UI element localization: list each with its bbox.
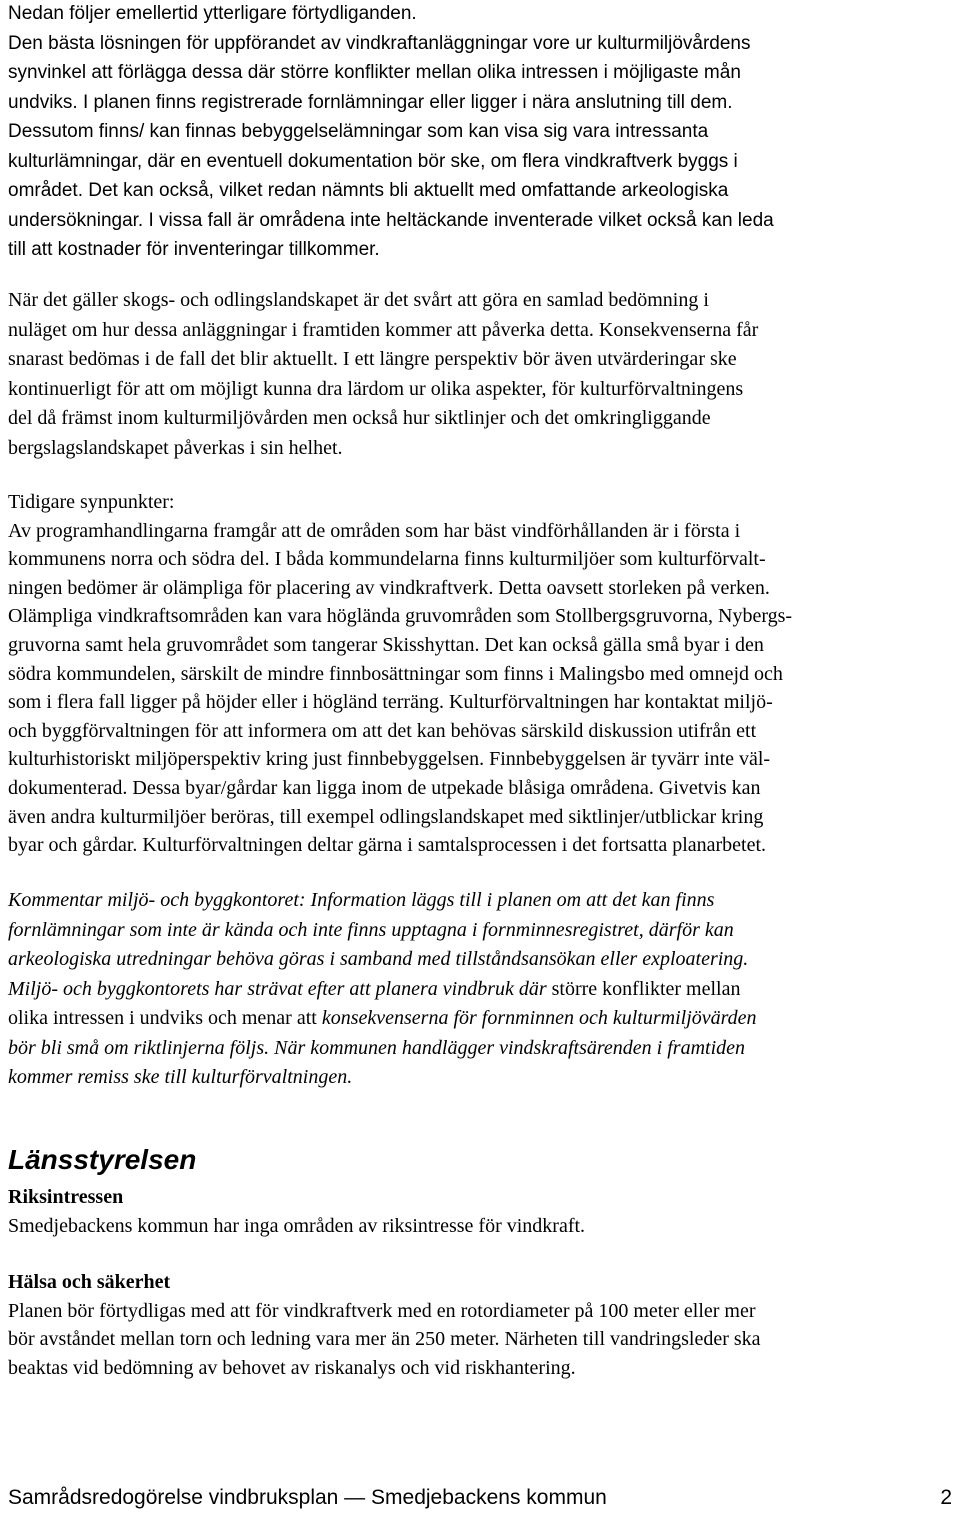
text-line: till att kostnader för inventeringar tillkommer. — [8, 239, 380, 260]
text-line: området. Det kan också, vilket redan nämnts bli aktuellt med omfattande arkeologiska — [8, 180, 729, 201]
text-line: ningen bedömer är olämpliga för placering av vindkraftverk. Detta oavsett storleken på verken. — [8, 576, 770, 599]
subsection-heading: Hälsa och säkerhet — [8, 1271, 171, 1293]
text-run-italic: konsekvenserna för fornminnen och kulturmiljövärden — [321, 1007, 757, 1029]
text-line: gruvorna samt hela gruvområdet som tangerar Skisshyttan. Det kan också gälla små byar i den — [8, 633, 764, 656]
text-line: snarast bedömas i de fall det blir aktuellt. I ett längre perspektiv bör även utvärderingar ske — [8, 348, 737, 370]
subsection-halsa-sakerhet — [8, 1268, 952, 1382]
text-line: Smedjebackens kommun har inga områden av riksintresse för vindkraft. — [8, 1214, 586, 1237]
text-line: synvinkel att förlägga dessa där större konflikter mellan olika intressen i möjligaste mån — [8, 62, 741, 83]
text-line: fornlämningar som inte är kända och inte finns upptagna i fornminnesregistret, därför kan — [8, 918, 734, 941]
page-number: 2 — [940, 1486, 952, 1509]
text-line: kontinuerligt för att om möjligt kunna dra lärdom ur olika aspekter, för kulturförvaltningens — [8, 377, 744, 400]
section-lansstyrelsen — [8, 1143, 952, 1177]
section-heading: Länsstyrelsen — [8, 1144, 197, 1175]
footer-title: Samrådsredogörelse vindbruksplan — Smedjebackens kommun — [8, 1486, 607, 1509]
text-run-italic: Miljö- och byggkontorets har strävat efter att planera vindbruk där — [8, 977, 552, 1000]
subsection-heading: Riksintressen — [8, 1186, 124, 1208]
text-line: beaktas vid bedömning av behovet av riskanalys och vid riskhantering. — [8, 1356, 576, 1379]
text-line: även andra kulturmiljöer beröras, till exempel odlingslandskapet med siktlinjer/utblickar kring — [8, 805, 764, 828]
subsection-riksintressen — [8, 1183, 952, 1240]
text-line: bör bli små om riktlinjerna följs. När kommunen handlägger vindskraftsärenden i framtiden — [8, 1036, 746, 1059]
section-tidigare-synpunkter — [8, 488, 952, 860]
text-line: Kommentar miljö- och byggkontoret: Information läggs till i planen om att det kan finns — [8, 889, 715, 911]
page-footer — [8, 1484, 952, 1512]
text-line: Olämpliga vindkraftsområden kan vara höglända gruvområden som Stollbergsgruvorna, Nybergs- — [8, 605, 793, 628]
text-line: bergslagslandskapet påverkas i sin helhet. — [8, 436, 343, 459]
text-line: del då främst inom kulturmiljövården men också hur siktlinjer och det omkringliggande — [8, 407, 711, 429]
text-line: kulturlämningar, där en eventuell dokumentation bör ske, om flera vindkraftverk byggs i — [8, 150, 738, 172]
text-line: bör avståndet mellan torn och ledning vara mer än 250 meter. Närheten till vandringsleder ska — [8, 1328, 761, 1351]
text-line: Den bästa lösningen för uppförandet av vindkraftanläggningar vore ur kulturmiljövårdens — [8, 32, 751, 54]
text-line: Planen bör förtydligas med att för vindkraftverk med en rotordiameter på 100 meter eller mer — [8, 1299, 756, 1322]
text-line: byar och gårdar. Kulturförvaltningen deltar gärna i samtalsprocessen i det fortsatta planarbetet. — [8, 834, 767, 857]
text-line: kommer remiss ske till kulturförvaltningen. — [8, 1066, 353, 1088]
text-line: Nedan följer emellertid ytterligare förtydliganden. — [8, 3, 417, 24]
text-line: När det gäller skogs- och odlingslandskapet är det svårt att göra en samlad bedömning i — [8, 289, 709, 311]
text-line — [8, 1004, 952, 1034]
text-line: Dessutom finns/ kan finnas bebyggelselämningar som kan visa sig vara intressanta — [8, 121, 709, 142]
text-run-upright: större konflikter mellan — [551, 977, 741, 1000]
text-line: och byggförvaltningen för att informera om att det kan behövas särskild diskussion utifrån ett — [8, 719, 757, 742]
paragraph-kulturmiljo — [8, 0, 952, 265]
text-line: som i flera fall ligger på höjder eller i högländ terräng. Kulturförvaltningen har kontaktat miljö- — [8, 691, 773, 714]
text-line: Av programhandlingarna framgår att de områden som har bäst vindförhållanden är i första i — [8, 519, 741, 542]
text-line: undersökningar. I vissa fall är områdena inte heltäckande inventerade vilket också kan leda — [8, 209, 774, 231]
text-line: södra kommundelen, särskilt de mindre finnbosättningar som finns i Malingsbo med omnejd och — [8, 662, 783, 685]
section-heading: Tidigare synpunkter: — [8, 491, 175, 513]
text-line: nuläget om hur dessa anläggningar i framtiden kommer att påverka detta. Konsekvenserna får — [8, 318, 759, 341]
paragraph-landskap — [8, 286, 952, 463]
text-line — [8, 975, 952, 1005]
text-line: undviks. I planen finns registrerade fornlämningar eller ligger i nära anslutning till dem. — [8, 91, 733, 113]
comment-miljo-byggkontoret — [8, 886, 952, 1093]
text-run-upright: olika intressen i undviks och menar att — [8, 1007, 322, 1029]
text-line: arkeologiska utredningar behöva göras i samband med tillståndsansökan eller exploatering. — [8, 948, 749, 970]
text-line: kommunens norra och södra del. I båda kommundelarna finns kulturmiljöer som kulturförvalt- — [8, 548, 766, 571]
text-line: kulturhistoriskt miljöperspektiv kring just finnbebyggelsen. Finnbebyggelsen är tyvärr inte väl- — [8, 748, 771, 771]
text-line: dokumenterad. Dessa byar/gårdar kan ligga inom de utpekade blåsiga områdena. Givetvis kan — [8, 776, 761, 799]
